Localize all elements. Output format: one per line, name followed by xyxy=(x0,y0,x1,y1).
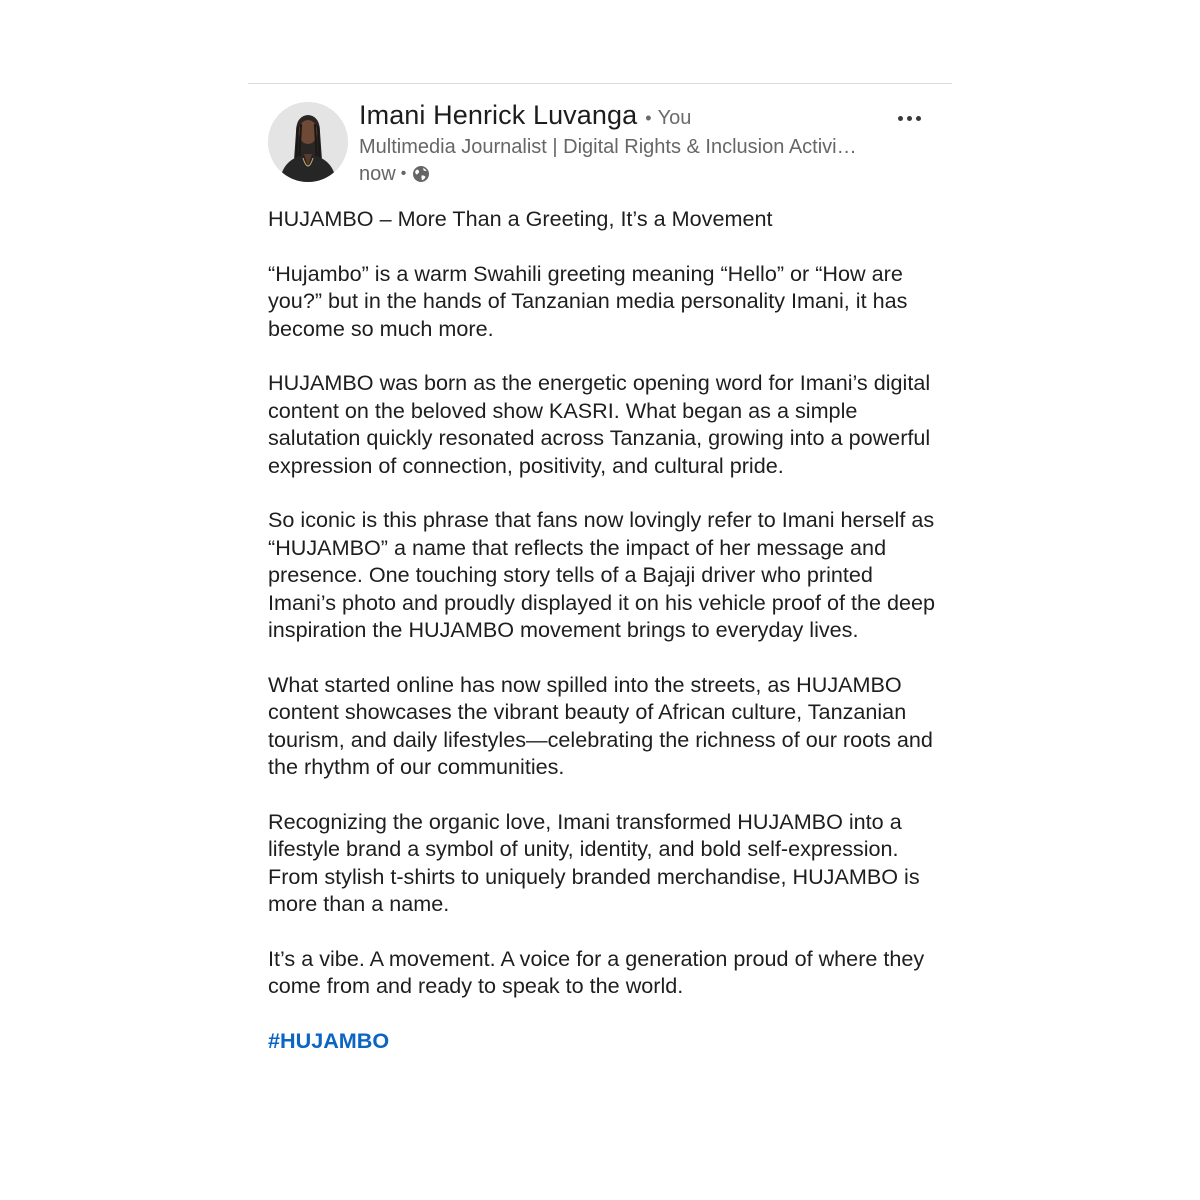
post-card xyxy=(268,100,940,1054)
post-paragraph: So iconic is this phrase that fans now lovingly refer to Imani herself as “HUJAMBO” a name that reflects the impact of her message and presence. One touching story tells of a Bajaji driver who printed Imani’s photo and proudly displayed it on his vehicle proof of the deep inspiration the HUJAMBO movement brings to everyday lives. xyxy=(268,507,936,643)
post-title: HUJAMBO – More Than a Greeting, It’s a Movement xyxy=(268,206,773,231)
post-paragraph: What started online has now spilled into the streets, as HUJAMBO content showcases the vibrant beauty of African culture, Tanzanian tourism, and daily lifestyles—celebrating the richness of our roots and the rhythm of our communities. xyxy=(268,671,933,780)
top-divider xyxy=(248,83,952,84)
post-paragraph: Recognizing the organic love, Imani transformed HUJAMBO into a lifestyle brand a symbol of unity, identity, and bold self-expression. From stylish t-shirts to uniquely branded merchandise, HUJAMBO is more than a name. xyxy=(268,808,920,917)
post-paragraph: “Hujambo” is a warm Swahili greeting meaning “Hello” or “How are you?” but in the hands of Tanzanian media personality Imani, it has become so much more. xyxy=(268,260,908,341)
author-name-line xyxy=(359,100,899,136)
post-time-line xyxy=(359,162,899,186)
post-paragraph: It’s a vibe. A movement. A voice for a generation proud of where they come from and ready to speak to the world. xyxy=(268,945,925,999)
post-paragraph: HUJAMBO was born as the energetic opening word for Imani’s digital content on the beloved show KASRI. What began as a simple salutation quickly resonated across Tanzania, growing into a powerful expression of connection, positivity, and cultural pride. xyxy=(268,370,931,478)
globe-icon xyxy=(412,165,430,183)
more-options-icon xyxy=(898,116,903,121)
hashtag-link[interactable]: #HUJAMBO xyxy=(268,1028,390,1054)
avatar[interactable] xyxy=(268,102,348,182)
time-separator: • xyxy=(400,165,407,182)
post-body xyxy=(268,205,940,1054)
more-options-icon xyxy=(907,116,912,121)
avatar-photo xyxy=(268,102,348,182)
author-name[interactable]: Imani Henrick Luvanga xyxy=(359,100,638,130)
relation-label: You xyxy=(657,107,692,129)
more-options-icon xyxy=(916,116,921,121)
post-header xyxy=(268,100,940,186)
post-time: now xyxy=(359,162,396,185)
name-separator: • xyxy=(645,108,652,128)
author-meta xyxy=(359,100,899,186)
author-headline: Multimedia Journalist | Digital Rights & Inclusion Activi… xyxy=(359,136,857,158)
more-options-button[interactable] xyxy=(894,106,924,130)
